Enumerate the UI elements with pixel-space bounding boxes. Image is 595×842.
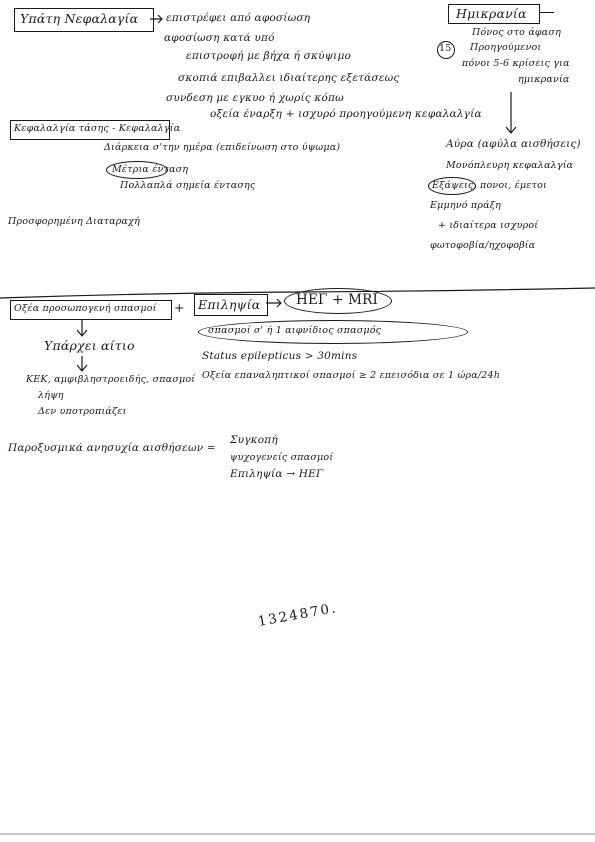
paroxysmal-label: Παροξυσμικά ανησυχία αισθήσεων =: [8, 442, 216, 454]
top-left-line: οξεία έναρξη + ισχυρό προηγούμενη κεφαλαλγία: [210, 108, 482, 120]
bottom-mid-title: Επιληψία: [198, 297, 261, 312]
top-right-title: Ημικρανία: [456, 6, 527, 21]
handwritten-number: 1324870.: [256, 600, 339, 630]
top-left-title: Υπάτη Νεφαλαγία: [20, 11, 139, 26]
paroxysmal-item: Συγκοπή: [230, 434, 278, 446]
arrow-right-icon: [266, 298, 284, 308]
aura-line: φωτοφοβία/ηχοφοβία: [430, 240, 536, 251]
bottom-right-line: Οξεία επαναληπτικοί σπασμοί ≥ 2 επεισόδια σε 1 ώρα/24h: [202, 370, 501, 381]
aura-circle: [428, 177, 476, 195]
seizure-oval-label: σπασμοί σ' ή 1 αιφνίδιος σπασμός: [208, 325, 382, 336]
top-left-line: σκοπιά επιβαλλει ιδιαίτερης εξετάσεως: [178, 72, 400, 84]
bottom-left-title: Οξέα προσωπογενή σπασμοί: [14, 303, 157, 314]
aura-line: Εμμηνό πράξη: [430, 200, 502, 211]
eeg-mri-label: ΗΕΓ + MRI: [296, 292, 379, 308]
bottom-left-line: Υπάρχει αίτιο: [44, 338, 135, 353]
aura-line: Μονόπλευρη κεφαλαλγία: [446, 160, 574, 171]
paroxysmal-item: Επιληψία → ΗΕΓ: [230, 468, 324, 480]
top-left-line: αφοσίωση κατά υπό: [164, 32, 275, 44]
top-left-line: επιστροφή με βήχα ή σκύψιμο: [186, 50, 352, 62]
top-right-line: πόνοι 5-6 κρίσεις για: [462, 58, 570, 69]
top-right-line: ημικρανία: [518, 74, 570, 85]
plus-sign: +: [174, 300, 185, 315]
mid-left-line: Πολλαπλά σημεία έντασης: [120, 180, 256, 191]
arrow-down-icon: [76, 356, 88, 374]
top-right-line: Πόνος στο άφαση: [472, 27, 561, 38]
mid-left-footer: Προσφορημένη Διαταραχή: [8, 216, 141, 227]
mid-left-line: Μέτρια ένταση: [112, 164, 189, 175]
aura-line: + ιδιαίτερα ισχυροί: [438, 220, 539, 231]
bottom-right-line: Status epilepticus > 30mins: [202, 350, 358, 362]
bottom-left-line: λήψη: [38, 390, 64, 401]
title-underline: [540, 12, 554, 13]
top-right-line: Προηγούμενοι: [470, 42, 542, 53]
mid-left-title: Κεφαλαλγία τάσης - Κεφαλαλγία: [14, 123, 181, 134]
arrow-down-icon: [505, 92, 517, 136]
top-left-line: συνδεση με εγκυο ή χωρίς κόπω: [166, 92, 344, 104]
note-number: 15: [439, 43, 452, 54]
aura-title: Αύρα (αφύλα αισθήσεις): [446, 138, 581, 150]
top-left-line: επιστρέφει από αφοσίωση: [166, 12, 311, 24]
paroxysmal-item: ψυχογενείς σπασμοί: [230, 452, 334, 463]
scan-edge: [0, 833, 595, 835]
bottom-left-line: Δεν υποτροπιάζει: [38, 406, 127, 417]
mid-left-line: Διάρκεια σ'την ημέρα (επιδείνωση στο ύψωμα): [104, 142, 341, 153]
arrow-down-icon: [76, 319, 88, 339]
bottom-left-line: ΚΕΚ, αμφιβληστροειδής, σπασμοί: [26, 374, 196, 385]
arrow-right-icon: [150, 14, 164, 24]
aura-line: Εξάψεις, πονοι, έμετοι: [432, 180, 547, 191]
